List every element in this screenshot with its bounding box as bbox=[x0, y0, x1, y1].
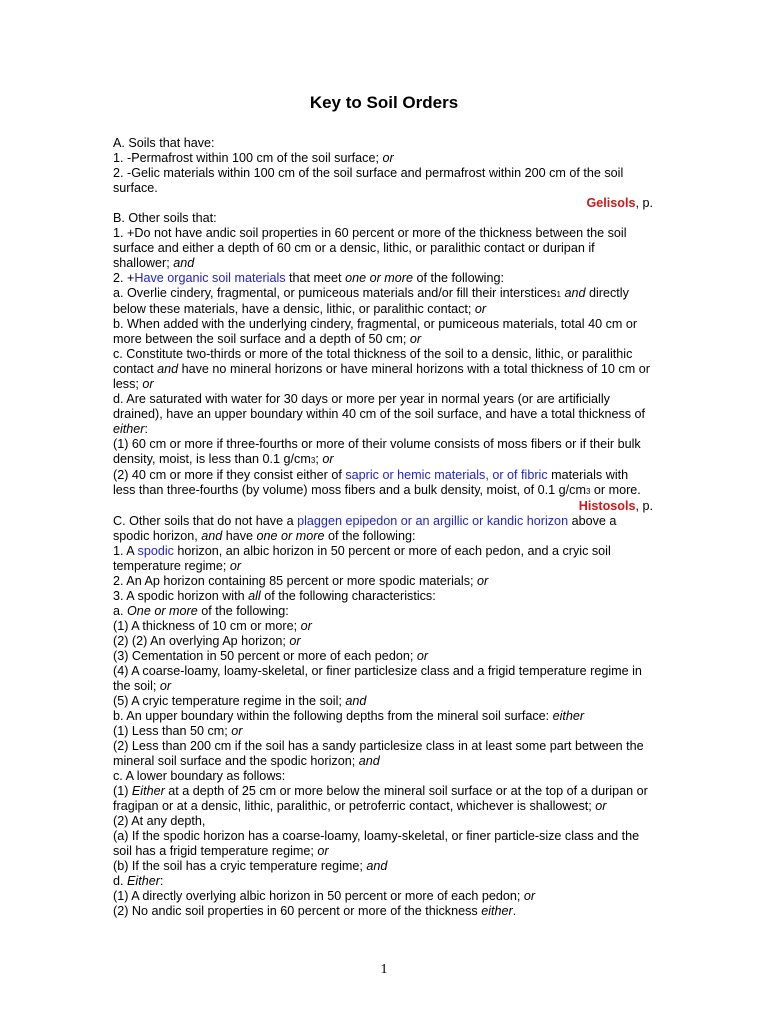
line-c3a3: (3) Cementation in 50 percent or more of each pedon; or bbox=[113, 649, 429, 663]
gelisols-label: Gelisols bbox=[586, 196, 636, 210]
section-a-heading: A. Soils that have: bbox=[113, 136, 215, 150]
histosols-label: Histosols bbox=[578, 499, 636, 513]
line-c3c2a: (a) If the spodic horizon has a coarse-loamy, loamy-skeletal, or finer particle-size class and the soil has a frigid temperature regime; or bbox=[113, 829, 640, 858]
line-b2d2: (2) 40 cm or more if they consist either of sapric or hemic materials, or of fibric materials with less than three-fourths (by volume) moss fibers and a bulk density, moist, of 0.1 g/cm3 or more. bbox=[113, 468, 641, 497]
line-c3a5: (5) A cryic temperature regime in the soil; and bbox=[113, 694, 367, 708]
line-b2d1: (1) 60 cm or more if three-fourths or more of their volume consists of moss fibers or if their bulk density, moist, is less than 0.1 g/cm3; or bbox=[113, 437, 641, 466]
line-c3b2: (2) Less than 200 cm if the soil has a sandy particlesize class in at least some part between the mineral soil surface and the spodic horizon; and bbox=[113, 739, 644, 768]
line-c3c2b: (b) If the soil has a cryic temperature regime; and bbox=[113, 859, 388, 873]
line-b2b: b. When added with the underlying cindery, fragmental, or pumiceous materials, total 40 cm or more between the soil surface and a depth of 50 cm; or bbox=[113, 317, 638, 346]
page-title: Key to Soil Orders bbox=[309, 93, 459, 112]
line-c3a4: (4) A coarse-loamy, loamy-skeletal, or finer particlesize class and a frigid temperature regime in the soil; or bbox=[113, 664, 642, 693]
organic-soil-materials-link[interactable]: Have organic soil materials bbox=[134, 271, 286, 285]
line-b2a: a. Overlie cindery, fragmental, or pumiceous materials and/or fill their interstices1 and directly below these materials, have a densic, lithic, or paralithic contact; or bbox=[113, 286, 629, 316]
line-b2: 2. +Have organic soil materials that meet one or more of the following: bbox=[113, 271, 504, 285]
plaggen-argillic-kandic-link[interactable]: plaggen epipedon or an argillic or kandic horizon bbox=[297, 514, 569, 528]
line-a2: 2. -Gelic materials within 100 cm of the soil surface and permafrost within 200 cm of the soil surface. bbox=[113, 166, 624, 195]
document-body bbox=[113, 136, 653, 919]
line-c2: 2. An Ap horizon containing 85 percent or more spodic materials; or bbox=[113, 574, 489, 588]
line-c3c1: (1) Either at a depth of 25 cm or more below the mineral soil surface or at the top of a duripan or fragipan or at a densic, lithic, paralithic, or petroferric contact, whichever is shallowest; or bbox=[113, 784, 648, 813]
line-c3a1: (1) A thickness of 10 cm or more; or bbox=[113, 619, 312, 633]
line-c3a2: (2) (2) An overlying Ap horizon; or bbox=[113, 634, 301, 648]
line-c3c: c. A lower boundary as follows: bbox=[113, 769, 286, 783]
line-c3b1: (1) Less than 50 cm; or bbox=[113, 724, 243, 738]
line-c3c2: (2) At any depth, bbox=[113, 814, 206, 828]
sapric-hemic-fibric-link[interactable]: sapric or hemic materials, or of fibric bbox=[345, 468, 548, 482]
line-a1: 1. -Permafrost within 100 cm of the soil surface; or bbox=[113, 151, 394, 165]
line-b2c: c. Constitute two-thirds or more of the total thickness of the soil to a densic, lithic, or paralithic contact and have no mineral horizons or have mineral horizons with a total thickness of 10 cm or less; or bbox=[113, 347, 650, 391]
line-c1: 1. A spodic horizon, an albic horizon in 50 percent or more of each pedon, and a cryic soil temperature regime; or bbox=[113, 544, 611, 573]
line-c3d1: (1) A directly overlying albic horizon in 50 percent or more of each pedon; or bbox=[113, 889, 536, 903]
section-b-heading: B. Other soils that: bbox=[113, 211, 217, 225]
section-c-heading: C. Other soils that do not have a plaggen epipedon or an argillic or kandic horizon above a spodic horizon, and have one or more of the following: bbox=[113, 514, 617, 543]
gelisols-line: Gelisols, p. bbox=[586, 196, 653, 210]
line-c3a: a. One or more of the following: bbox=[113, 604, 289, 618]
line-c3d2: (2) No andic soil properties in 60 percent or more of the thickness either. bbox=[113, 904, 517, 918]
page-number: 1 bbox=[380, 962, 388, 977]
line-c3b: b. An upper boundary within the following depths from the mineral soil surface: either bbox=[113, 709, 585, 723]
line-b1: 1. +Do not have andic soil properties in 60 percent or more of the thickness between the soil surface and either a depth of 60 cm or a densic, lithic, or paralithic contact or duripan if shallower; and bbox=[113, 226, 627, 270]
line-c3d: d. Either: bbox=[113, 874, 164, 888]
spodic-link[interactable]: spodic bbox=[137, 544, 174, 558]
line-c3: 3. A spodic horizon with all of the following characteristics: bbox=[113, 589, 436, 603]
histosols-line: Histosols, p. bbox=[578, 499, 653, 513]
line-b2d: d. Are saturated with water for 30 days or more per year in normal years (or are artificially drained), have an upper boundary within 40 cm of the soil surface, and have a total thickness of either: bbox=[113, 392, 646, 436]
